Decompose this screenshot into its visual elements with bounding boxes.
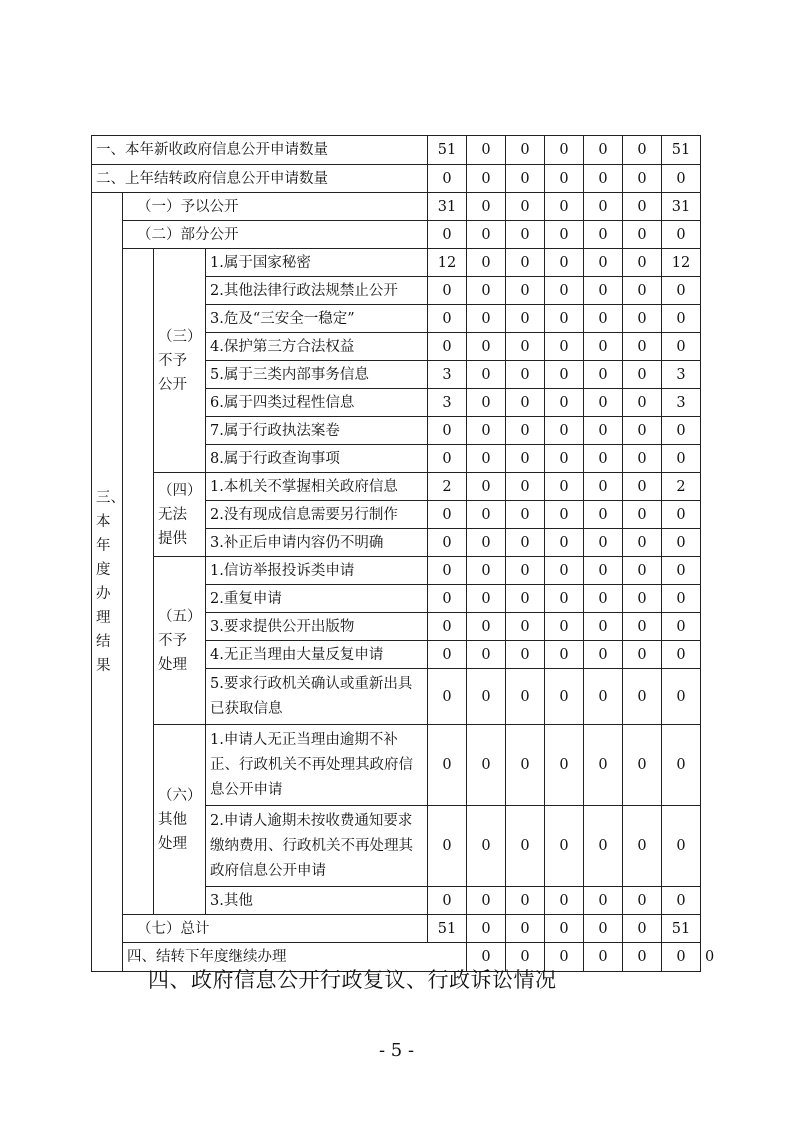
value-cell: 0 <box>545 725 584 806</box>
row-label: 5.属于三类内部事务信息 <box>206 361 428 389</box>
value-cell: 0 <box>584 669 623 725</box>
value-cell: 0 <box>428 445 467 473</box>
value-cell: 0 <box>662 221 701 249</box>
value-cell: 0 <box>623 887 662 915</box>
value-cell: 3 <box>428 361 467 389</box>
row-label: （二）部分公开 <box>123 221 428 249</box>
row-label: 一、本年新收政府信息公开申请数量 <box>92 136 428 165</box>
spacer-cell <box>123 725 154 915</box>
value-cell: 0 <box>467 136 506 165</box>
value-cell: 0 <box>467 613 506 641</box>
value-cell: 2 <box>662 473 701 501</box>
value-cell: 0 <box>506 613 545 641</box>
value-cell: 0 <box>623 361 662 389</box>
value-cell: 0 <box>467 806 506 887</box>
value-cell: 0 <box>467 915 506 943</box>
table-row <box>92 473 701 501</box>
value-cell: 0 <box>623 557 662 585</box>
value-cell: 0 <box>506 305 545 333</box>
value-cell: 0 <box>467 473 506 501</box>
value-cell: 0 <box>467 221 506 249</box>
value-cell: 0 <box>467 445 506 473</box>
value-cell: 0 <box>506 585 545 613</box>
value-cell: 0 <box>584 193 623 221</box>
table-body <box>92 136 715 972</box>
value-cell: 0 <box>545 806 584 887</box>
value-cell: 0 <box>584 445 623 473</box>
value-cell: 0 <box>584 806 623 887</box>
value-cell: 0 <box>467 333 506 361</box>
row-label: （一）予以公开 <box>123 193 428 221</box>
value-cell: 0 <box>662 887 701 915</box>
value-cell: 0 <box>584 136 623 165</box>
row-label: 6.属于四类过程性信息 <box>206 389 428 417</box>
value-cell: 0 <box>428 613 467 641</box>
row-label: 3.危及“三安全一稳定” <box>206 305 428 333</box>
value-cell: 0 <box>467 165 506 193</box>
value-cell: 0 <box>623 277 662 305</box>
value-cell: 3 <box>662 389 701 417</box>
value-cell: 0 <box>584 333 623 361</box>
value-cell: 0 <box>428 277 467 305</box>
value-cell: 0 <box>467 529 506 557</box>
value-cell: 0 <box>467 249 506 277</box>
value-cell: 0 <box>467 501 506 529</box>
value-cell: 0 <box>662 557 701 585</box>
value-cell: 0 <box>506 417 545 445</box>
value-cell: 0 <box>584 165 623 193</box>
value-cell: 0 <box>545 585 584 613</box>
value-cell: 0 <box>623 501 662 529</box>
value-cell: 0 <box>506 806 545 887</box>
spacer-cell <box>123 557 154 725</box>
value-cell: 0 <box>584 915 623 943</box>
value-cell: 0 <box>428 585 467 613</box>
value-cell: 31 <box>428 193 467 221</box>
value-cell: 0 <box>623 305 662 333</box>
value-cell: 0 <box>506 915 545 943</box>
value-cell: 0 <box>428 333 467 361</box>
table-row <box>92 165 701 193</box>
group-6-label: （六）其他处理 <box>154 725 206 915</box>
row-label: 2.没有现成信息需要另行制作 <box>206 501 428 529</box>
value-cell: 0 <box>584 557 623 585</box>
row-label: 2.其他法律行政法规禁止公开 <box>206 277 428 305</box>
row-label: 7.属于行政执法案卷 <box>206 417 428 445</box>
value-cell: 51 <box>428 136 467 165</box>
value-cell: 0 <box>428 806 467 887</box>
value-cell: 0 <box>623 445 662 473</box>
value-cell: 0 <box>584 585 623 613</box>
value-cell: 2 <box>428 473 467 501</box>
value-cell: 0 <box>545 445 584 473</box>
table-row: 四、结转下年度继续办理 0 0 0 0 0 0 0 <box>92 943 701 972</box>
value-cell: 0 <box>506 501 545 529</box>
value-cell: 0 <box>545 641 584 669</box>
value-cell: 0 <box>584 417 623 445</box>
value-cell: 3 <box>662 361 701 389</box>
value-cell: 0 <box>506 529 545 557</box>
row-label: 1.属于国家秘密 <box>206 249 428 277</box>
value-cell: 0 <box>623 806 662 887</box>
value-cell: 51 <box>662 136 701 165</box>
value-cell: 0 <box>545 221 584 249</box>
value-cell: 0 <box>662 445 701 473</box>
value-cell: 0 <box>662 585 701 613</box>
value-cell: 0 <box>584 305 623 333</box>
row-label: 4.保护第三方合法权益 <box>206 333 428 361</box>
value-cell: 0 <box>506 136 545 165</box>
value-cell: 0 <box>584 887 623 915</box>
value-cell: 0 <box>506 165 545 193</box>
value-cell: 0 <box>506 943 545 972</box>
value-cell: 0 <box>623 529 662 557</box>
value-cell: 0 <box>467 277 506 305</box>
spacer-cell <box>123 473 154 557</box>
value-cell: 0 <box>428 641 467 669</box>
row-label: 4.无正当理由大量反复申请 <box>206 641 428 669</box>
value-cell: 0 <box>623 165 662 193</box>
value-cell: 0 <box>545 529 584 557</box>
row-label: 1.申请人无正当理由逾期不补正、行政机关不再处理其政府信息公开申请 <box>206 725 428 806</box>
table-row <box>92 221 701 249</box>
value-cell: 0 <box>506 361 545 389</box>
value-cell: 0 <box>545 557 584 585</box>
value-cell: 0 <box>584 277 623 305</box>
value-cell: 0 <box>467 361 506 389</box>
value-cell: 0 <box>623 136 662 165</box>
row-label: 3.补正后申请内容仍不明确 <box>206 529 428 557</box>
value-cell: 0 <box>623 943 662 972</box>
value-cell: 0 <box>584 501 623 529</box>
value-cell: 0 <box>545 333 584 361</box>
value-cell: 0 <box>428 305 467 333</box>
value-cell: 0 <box>545 136 584 165</box>
value-cell: 0 <box>584 943 623 972</box>
value-cell: 0 <box>506 249 545 277</box>
value-cell: 0 <box>623 641 662 669</box>
value-cell: 0 <box>506 193 545 221</box>
value-cell: 0 <box>545 887 584 915</box>
section-heading: 四、政府信息公开行政复议、行政诉讼情况 <box>148 968 557 992</box>
table-row <box>92 915 701 943</box>
table-row <box>92 193 701 221</box>
value-cell: 0 <box>506 445 545 473</box>
value-cell: 0 <box>662 277 701 305</box>
value-cell: 0 <box>467 887 506 915</box>
value-cell: 12 <box>662 249 701 277</box>
value-cell: 0 <box>584 361 623 389</box>
value-cell: 0 <box>545 915 584 943</box>
value-cell: 0 <box>662 501 701 529</box>
table-row <box>92 249 701 277</box>
value-cell: 0 <box>662 806 701 887</box>
value-cell: 0 <box>467 585 506 613</box>
table-row <box>92 725 701 806</box>
value-cell: 0 <box>623 249 662 277</box>
value-cell: 0 <box>506 221 545 249</box>
value-cell: 0 <box>467 389 506 417</box>
value-cell: 0 <box>662 669 701 725</box>
value-cell: 0 <box>506 887 545 915</box>
value-cell: 0 <box>545 361 584 389</box>
value-cell: 0 <box>662 417 701 445</box>
value-cell: 0 <box>545 473 584 501</box>
value-cell: 0 <box>545 193 584 221</box>
value-cell: 0 <box>662 333 701 361</box>
value-cell: 0 <box>623 613 662 641</box>
group-5-label: （五）不予处理 <box>154 557 206 725</box>
value-cell: 0 <box>662 725 701 806</box>
value-cell: 51 <box>428 915 467 943</box>
value-cell: 0 <box>545 389 584 417</box>
value-cell: 0 <box>506 333 545 361</box>
value-cell: 0 <box>467 725 506 806</box>
value-cell: 0 <box>428 417 467 445</box>
value-cell: 0 <box>623 221 662 249</box>
value-cell: 12 <box>428 249 467 277</box>
value-cell: 0 <box>545 669 584 725</box>
row-label: （七）总计 <box>123 915 428 943</box>
value-cell: 0 <box>467 557 506 585</box>
value-cell: 0 <box>623 585 662 613</box>
row-label: 二、上年结转政府信息公开申请数量 <box>92 165 428 193</box>
value-cell: 0 <box>623 725 662 806</box>
value-cell: 0 <box>662 613 701 641</box>
value-cell: 0 <box>428 557 467 585</box>
value-cell: 0 <box>584 641 623 669</box>
value-cell: 0 <box>428 221 467 249</box>
page-number: - 5 - <box>378 1040 415 1061</box>
value-cell: 0 <box>623 193 662 221</box>
value-cell: 0 <box>467 305 506 333</box>
value-cell: 0 <box>623 417 662 445</box>
value-cell: 0 <box>467 417 506 445</box>
value-cell: 0 <box>584 529 623 557</box>
value-cell: 0 <box>662 165 701 193</box>
row-label: 2.重复申请 <box>206 585 428 613</box>
value-cell: 0 <box>584 613 623 641</box>
value-cell: 0 <box>467 641 506 669</box>
value-cell: 0 <box>428 887 467 915</box>
value-cell: 0 <box>428 725 467 806</box>
value-cell: 0 <box>584 389 623 417</box>
value-cell: 0 <box>584 473 623 501</box>
value-cell: 3 <box>428 389 467 417</box>
value-cell: 31 <box>662 193 701 221</box>
value-cell: 0 <box>506 473 545 501</box>
value-cell: 0 <box>623 333 662 361</box>
row-label: 5.要求行政机关确认或重新出具已获取信息 <box>206 669 428 725</box>
value-cell: 0 <box>428 165 467 193</box>
value-cell: 0 <box>584 249 623 277</box>
row-label: 2.申请人逾期未按收费通知要求缴纳费用、行政机关不再处理其政府信息公开申请 <box>206 806 428 887</box>
value-cell: 0 <box>506 277 545 305</box>
application-results-table <box>91 135 715 972</box>
table-row <box>92 557 701 585</box>
value-cell: 0 <box>662 305 701 333</box>
row-label: 1.信访举报投诉类申请 <box>206 557 428 585</box>
value-cell: 0 <box>428 529 467 557</box>
value-cell: 0 <box>584 221 623 249</box>
value-cell: 0 <box>428 501 467 529</box>
value-cell: 51 <box>662 915 701 943</box>
value-cell: 0 <box>545 501 584 529</box>
value-cell: 0 <box>662 641 701 669</box>
table-row <box>92 136 701 165</box>
value-cell: 0 <box>545 943 584 972</box>
value-cell: 0 <box>545 417 584 445</box>
value-cell: 0 <box>506 557 545 585</box>
value-cell: 0 <box>506 389 545 417</box>
value-cell: 0 <box>506 725 545 806</box>
value-cell: 0 <box>428 669 467 725</box>
value-cell: 0 <box>623 389 662 417</box>
value-cell: 0 <box>467 193 506 221</box>
row-label: 8.属于行政查询事项 <box>206 445 428 473</box>
value-cell: 0 <box>584 725 623 806</box>
value-cell: 0 <box>545 249 584 277</box>
value-cell: 0 <box>545 165 584 193</box>
value-cell: 0 <box>662 943 701 972</box>
group-3-label: （三）不予公开 <box>154 249 206 473</box>
value-cell: 0 <box>506 641 545 669</box>
row-label: 1.本机关不掌握相关政府信息 <box>206 473 428 501</box>
value-cell: 0 <box>545 277 584 305</box>
value-cell: 0 <box>545 305 584 333</box>
value-cell: 0 <box>623 669 662 725</box>
row-label: 3.要求提供公开出版物 <box>206 613 428 641</box>
value-cell: 0 <box>467 943 506 972</box>
value-cell: 0 <box>506 669 545 725</box>
value-cell: 0 <box>623 473 662 501</box>
value-cell: 0 <box>662 529 701 557</box>
value-cell: 0 <box>545 613 584 641</box>
group-4-label: （四）无法提供 <box>154 473 206 557</box>
spacer-cell <box>123 249 154 473</box>
row-label: 四、结转下年度继续办理 <box>123 943 467 972</box>
value-cell: 0 <box>467 669 506 725</box>
value-cell: 0 <box>623 915 662 943</box>
row-label: 3.其他 <box>206 887 428 915</box>
section-3-label: 三、本年度办理结果 <box>92 193 123 972</box>
